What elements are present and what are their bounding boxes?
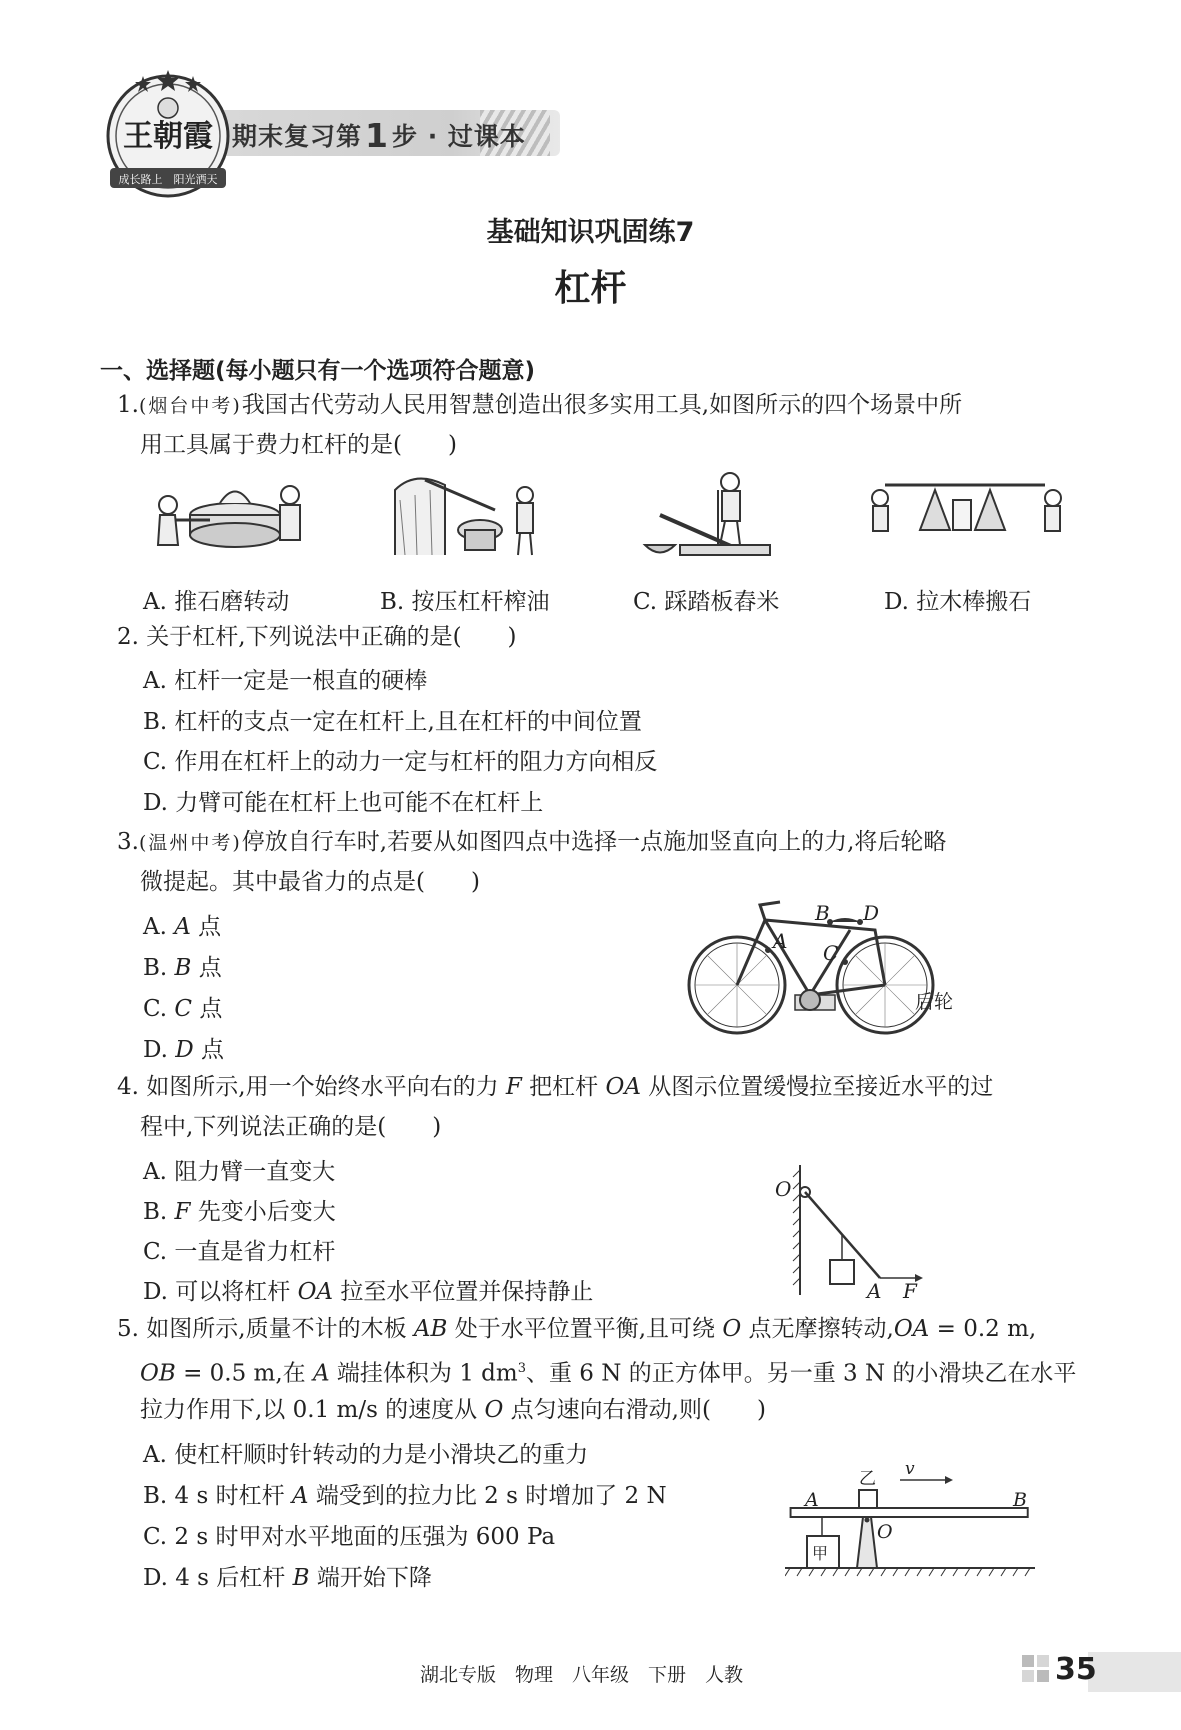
svg-text:D: D	[863, 901, 880, 925]
question-4-line-2: 程中,下列说法正确的是( )	[140, 1114, 442, 1140]
svg-text:成长路上 阳光洒天: 成长路上 阳光洒天	[118, 173, 218, 186]
q5-option-d[interactable]: D. 4 s 后杠杆 B 端开始下降	[143, 1565, 432, 1591]
svg-text:v: v	[905, 1460, 915, 1479]
q3-option-c[interactable]: C. C 点	[143, 996, 223, 1022]
page-number: 35	[1055, 1652, 1097, 1687]
banner-title: 期末复习第1 步 · 过课本	[232, 116, 526, 155]
moving-stone-illustration	[865, 470, 1065, 555]
publisher-logo	[98, 68, 238, 208]
board-ab-figure	[785, 1460, 1040, 1580]
footer-bar	[1088, 1652, 1181, 1692]
svg-text:O: O	[877, 1521, 893, 1543]
q2-option-b[interactable]: B. 杠杆的支点一定在杠杆上,且在杠杆的中间位置	[143, 709, 642, 735]
svg-text:B: B	[815, 901, 830, 925]
q4-option-b[interactable]: B. F 先变小后变大	[143, 1199, 336, 1225]
svg-text:O: O	[775, 1177, 792, 1201]
q1-option-b[interactable]: B. 按压杠杆榨油	[380, 589, 550, 615]
question-5-line-1: 5. 如图所示,质量不计的木板 AB 处于水平位置平衡,且可绕 O 点无摩擦转动,OA = 0.2 m,	[117, 1316, 1037, 1342]
q4-option-d[interactable]: D. 可以将杠杆 OA 拉至水平位置并保持静止	[143, 1279, 594, 1305]
bicycle-figure	[685, 900, 965, 1040]
svg-text:A: A	[867, 1279, 882, 1300]
q3-option-d[interactable]: D. D 点	[143, 1037, 225, 1063]
pounding-rice-illustration	[640, 470, 790, 565]
q1-option-d[interactable]: D. 拉木棒搬石	[884, 589, 1032, 615]
q4-option-a[interactable]: A. 阻力臂一直变大	[143, 1159, 336, 1185]
lever-oa-figure	[765, 1160, 940, 1300]
q2-option-d[interactable]: D. 力臂可能在杠杆上也可能不在杠杆上	[143, 790, 544, 816]
oil-press-illustration	[385, 470, 555, 560]
worksheet-title: 杠杆	[554, 268, 627, 309]
q1-option-c[interactable]: C. 踩踏板舂米	[633, 589, 780, 615]
question-5-line-2: OB = 0.5 m,在 A 端挂体积为 1 $dm^3$、重 6 N 的正方体甲。另一重 3 N 的小滑块乙在水平	[140, 1360, 1077, 1387]
section-heading: 一、选择题(每小题只有一个选项符合题意)	[100, 358, 536, 384]
q5-option-a[interactable]: A. 使杠杆顺时针转动的力是小滑块乙的重力	[143, 1442, 589, 1468]
svg-text:C: C	[823, 941, 839, 965]
svg-text:A: A	[805, 1489, 819, 1511]
q3-option-a[interactable]: A. A 点	[143, 914, 222, 940]
q2-option-c[interactable]: C. 作用在杠杆上的动力一定与杠杆的阻力方向相反	[143, 749, 658, 775]
question-3-line-1: 3.(温州中考)停放自行车时,若要从如图四点中选择一点施加竖直向上的力,将后轮略	[117, 829, 947, 855]
svg-text:A: A	[773, 929, 788, 953]
question-5-line-3: 拉力作用下,以 0.1 m/s 的速度从 O 点匀速向右滑动,则( )	[140, 1397, 766, 1423]
svg-text:后轮: 后轮	[915, 991, 954, 1013]
svg-text:B: B	[1013, 1489, 1027, 1511]
q4-option-c[interactable]: C. 一直是省力杠杆	[143, 1239, 336, 1265]
q5-option-b[interactable]: B. 4 s 时杠杆 A 端受到的拉力比 2 s 时增加了 2 N	[143, 1483, 667, 1509]
svg-text:乙: 乙	[859, 1469, 876, 1489]
question-2-line-1: 2. 关于杠杆,下列说法中正确的是( )	[117, 624, 517, 650]
svg-text:甲: 甲	[812, 1544, 829, 1563]
question-4-line-1: 4. 如图所示,用一个始终水平向右的力 F 把杠杆 OA 从图示位置缓慢拉至接近水平的过	[117, 1074, 994, 1100]
svg-text:王朝霞: 王朝霞	[123, 119, 213, 154]
millstone-illustration	[150, 470, 310, 560]
question-1-line-2: 用工具属于费力杠杆的是( )	[140, 432, 457, 458]
q1-option-a[interactable]: A. 推石磨转动	[143, 589, 290, 615]
q3-option-b[interactable]: B. B 点	[143, 955, 222, 981]
footer-squares-icon	[1022, 1655, 1052, 1689]
worksheet-subtitle: 基础知识巩固练7	[486, 217, 695, 248]
question-1-line-1: 1.(烟台中考)我国古代劳动人民用智慧创造出很多实用工具,如图所示的四个场景中所	[117, 392, 963, 418]
q5-option-c[interactable]: C. 2 s 时甲对水平地面的压强为 600 Pa	[143, 1524, 556, 1550]
footer-edition: 湖北专版 物理 八年级 下册 人教	[420, 1664, 744, 1686]
question-3-line-2: 微提起。其中最省力的点是( )	[140, 869, 480, 895]
svg-text:F: F	[903, 1279, 917, 1300]
q2-option-a[interactable]: A. 杠杆一定是一根直的硬棒	[143, 668, 428, 694]
